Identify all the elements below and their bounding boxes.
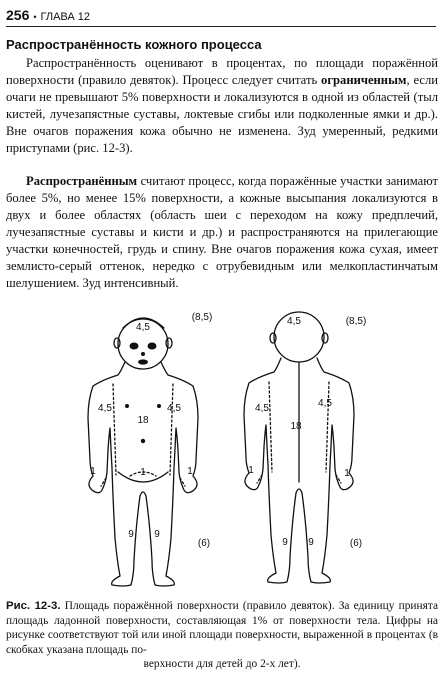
caption-last-line: верхности для детей до 2-х лет). — [143, 658, 301, 671]
back-label-trunk: 18 — [290, 421, 302, 432]
header-bullet: • — [33, 12, 37, 22]
front-label-leg-child: (6) — [197, 538, 211, 549]
paragraph2-text: считают процесс, когда поражённые участки занимают более 5%, но менее 15% поверхности, а кожные высыпания локализуются в двух и более областях (область шеи с переходом на кожу предплечий, лучезапястные суставы и кисти и др.) и распространяются на прилегающие участки конечностей, грудь и спину. Вне очагов поражения кожа сухая, имеет землисто-серый оттенок, нередко с отрубевидным или мелкопластинчатым шелушением. Зуд интенсивный. — [6, 174, 438, 290]
front-label-leg-right: 9 — [154, 529, 160, 540]
page-number: 256 — [6, 7, 30, 23]
front-label-hand-left: 1 — [90, 466, 96, 477]
back-label-arm-left: 4,5 — [255, 403, 269, 414]
body-diagram — [0, 300, 442, 596]
term-widespread: Распространённым — [26, 174, 138, 188]
running-header — [6, 6, 436, 27]
back-label-leg-right: 9 — [308, 537, 314, 548]
front-label-head: 4,5 — [136, 322, 150, 333]
caption-label: Рис. 12-3. — [6, 600, 61, 612]
front-ear-left — [114, 338, 120, 348]
back-label-leg-child: (6) — [349, 538, 363, 549]
front-label-leg-left: 9 — [128, 529, 134, 540]
front-nose — [141, 352, 145, 356]
back-label-head-child: (8,5) — [345, 316, 367, 327]
front-label-hand-right: 1 — [187, 466, 193, 477]
front-label-trunk: 18 — [137, 415, 149, 426]
front-eye-left — [130, 343, 139, 350]
front-label-arm-left: 4,5 — [98, 403, 112, 414]
paragraph1-text-a: Распространённость оценивают в процентах, по площади поражённой поверхности (правило девяток). Процесс следует считать — [6, 56, 438, 87]
paragraph-limited — [6, 55, 438, 157]
front-nipple-right — [157, 404, 161, 408]
front-label-groin: 1 — [140, 467, 146, 478]
front-mouth — [138, 359, 148, 364]
back-label-head: 4,5 — [287, 316, 301, 327]
front-label-head-child: (8,5) — [191, 312, 213, 323]
figure-caption — [6, 599, 438, 672]
front-navel — [141, 439, 145, 443]
front-eye-right — [148, 343, 157, 350]
figure-rule-of-nines — [0, 300, 442, 596]
back-label-hand-left: 1 — [248, 465, 254, 476]
back-ear-right — [322, 333, 328, 343]
back-label-hand-right: 1 — [344, 468, 350, 479]
back-label-leg-left: 9 — [282, 537, 288, 548]
front-label-arm-right: 4,5 — [167, 403, 181, 414]
chapter-label: ГЛАВА 12 — [40, 11, 91, 23]
paragraph-widespread — [6, 173, 438, 292]
front-ear-right — [166, 338, 172, 348]
back-label-arm-right: 4,5 — [318, 398, 332, 409]
term-limited: ограниченным — [321, 73, 407, 87]
back-ear-left — [270, 333, 276, 343]
section-title: Распространённость кожного процесса — [6, 37, 262, 52]
caption-text: Площадь поражённой поверхности (правило девяток). За единицу принята площадь ладонной поверхности, составляющая 1% от поверхности тела. Цифры на рисунке соответствуют той или иной площади поверхности, выраженной в процентах (в скобках указана площадь по- — [6, 600, 438, 656]
front-nipple-left — [125, 404, 129, 408]
paragraph1-text-b: , если очаги не превышают 5% поверхности и локализуются в одной из областей (тыл кистей, лучезапястные суставы, локтевые сгибы или подколенные ямки и др.). Вне очагов поражения кожа обычно не изменена. Зуд умеренный, редкими приступами (рис. 12-3). — [6, 73, 438, 155]
